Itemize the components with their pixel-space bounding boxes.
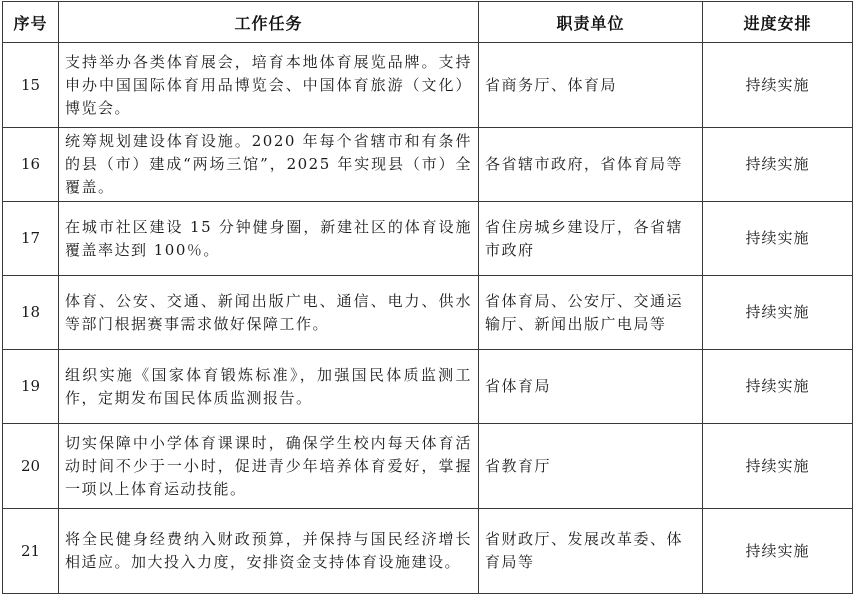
table-row [3,424,853,509]
row-dept: 各省辖市政府，省体育局等 [479,128,703,202]
row-num: 21 [3,509,59,594]
row-progress: 持续实施 [703,509,853,594]
row-task: 体育、公安、交通、新闻出版广电、通信、电力、供水等部门根据赛事需求做好保障工作。 [59,276,479,350]
row-dept: 省财政厅、发展改革委、体育局等 [479,509,703,594]
table-row [3,43,853,128]
header-row [3,2,853,43]
row-task: 切实保障中小学体育课课时，确保学生校内每天体育活动时间不少于一小时，促进青少年培养体育爱好，掌握一项以上体育运动技能。 [59,424,479,509]
row-num: 20 [3,424,59,509]
row-num: 18 [3,276,59,350]
table-row [3,350,853,424]
row-dept: 省商务厅、体育局 [479,43,703,128]
row-num: 15 [3,43,59,128]
row-dept: 省体育局 [479,350,703,424]
row-num: 16 [3,128,59,202]
table-row [3,202,853,276]
header-task: 工作任务 [59,2,479,43]
row-progress: 持续实施 [703,43,853,128]
row-task: 将全民健身经费纳入财政预算，并保持与国民经济增长相适应。加大投入力度，安排资金支持体育设施建设。 [59,509,479,594]
table-row [3,509,853,594]
row-progress: 持续实施 [703,128,853,202]
row-task: 支持举办各类体育展会，培育本地体育展览品牌。支持申办中国国际体育用品博览会、中国体育旅游（文化）博览会。 [59,43,479,128]
row-dept: 省体育局、公安厅、交通运输厅、新闻出版广电局等 [479,276,703,350]
row-task: 组织实施《国家体育锻炼标准》，加强国民体质监测工作，定期发布国民体质监测报告。 [59,350,479,424]
header-progress: 进度安排 [703,2,853,43]
row-progress: 持续实施 [703,424,853,509]
row-dept: 省住房城乡建设厅，各省辖市政府 [479,202,703,276]
row-progress: 持续实施 [703,350,853,424]
row-dept: 省教育厅 [479,424,703,509]
row-task: 统筹规划建设体育设施。2020 年每个省辖市和有条件的县（市）建成“两场三馆”，2025 年实现县（市）全覆盖。 [59,128,479,202]
table-row [3,128,853,202]
table-row [3,276,853,350]
row-progress: 持续实施 [703,202,853,276]
task-table [2,1,853,594]
row-task: 在城市社区建设 15 分钟健身圈，新建社区的体育设施覆盖率达到 100％。 [59,202,479,276]
header-num: 序号 [3,2,59,43]
row-num: 17 [3,202,59,276]
row-num: 19 [3,350,59,424]
header-dept: 职责单位 [479,2,703,43]
row-progress: 持续实施 [703,276,853,350]
